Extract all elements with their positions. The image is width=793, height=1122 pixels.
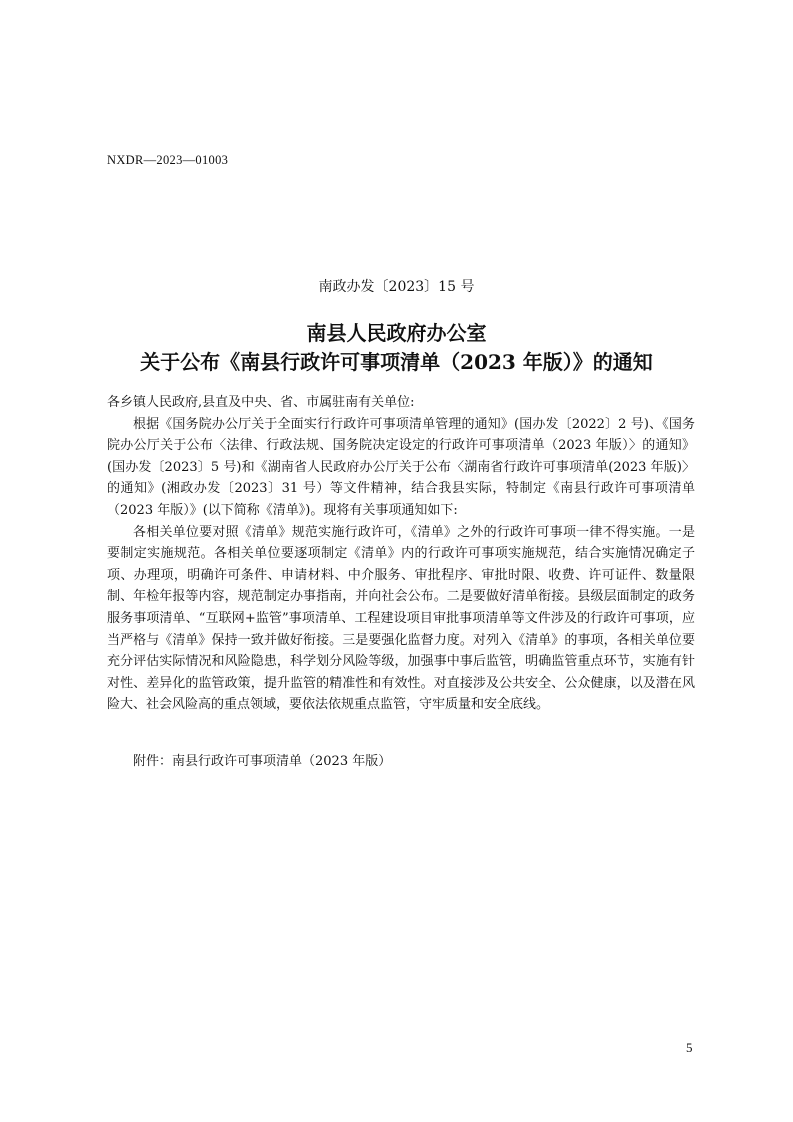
issue-number: 南政办发〔2023〕15 号 xyxy=(318,279,475,295)
document-body xyxy=(107,392,695,716)
salutation: 各乡镇人民政府,县直及中央、省、市属驻南有关单位: xyxy=(107,395,415,410)
attachment-note: 附件：南县行政许可事项清单（2023 年版） xyxy=(133,754,392,769)
title-line-2: 关于公布《南县行政许可事项清单（2023 年版）》的通知 xyxy=(140,350,653,374)
paragraph-1: 根据《国务院办公厅关于全面实行行政许可事项清单管理的通知》(国办发〔2022〕2 号)、《国务院办公厅关于公布〈法律、行政法规、国务院决定设定的行政许可事项清单（2023 年版）〉的通知》(国办发〔2023〕5 号)和《湖南省人民政府办公厅关于公布〈湖南省行政许可事项清单(2023 年版)〉的通知》(湘政办发〔2023〕31 号）等文件精神，结合我县实际，特制定《南县行政许可事项清单（2023 年版）》(以下简称《清单》)。现将有关事项通知如下: xyxy=(107,416,695,518)
page-number: 5 xyxy=(686,1040,693,1055)
document-code: NXDR—2023—01003 xyxy=(107,153,229,167)
title-line-1: 南县人民政府办公室 xyxy=(306,321,487,345)
paragraph-2: 各相关单位要对照《清单》规范实施行政许可，《清单》之外的行政许可事项一律不得实施。一是要制定实施规范。各相关单位要逐项制定《清单》内的行政许可事项实施规范，结合实施情况确定子项、办理项，明确许可条件、申请材料、中介服务、审批程序、审批时限、收费、许可证件、数量限制、年检年报等内容，规范制定办事指南，并向社会公布。二是要做好清单衔接。县级层面制定的政务服务事项清单、“互联网+监管”事项清单、工程建设项目审批事项清单等文件涉及的行政许可事项，应当严格与《清单》保持一致并做好衔接。三是要强化监督力度。对列入《清单》的事项，各相关单位要充分评估实际情况和风险隐患，科学划分风险等级，加强事中事后监管，明确监管重点环节，实施有针对性、差异化的监管政策，提升监管的精准性和有效性。对直接涉及公共安全、公众健康，以及潜在风险大、社会风险高的重点领域，要依法依规重点监管，守牢质量和安全底线。 xyxy=(107,524,695,713)
